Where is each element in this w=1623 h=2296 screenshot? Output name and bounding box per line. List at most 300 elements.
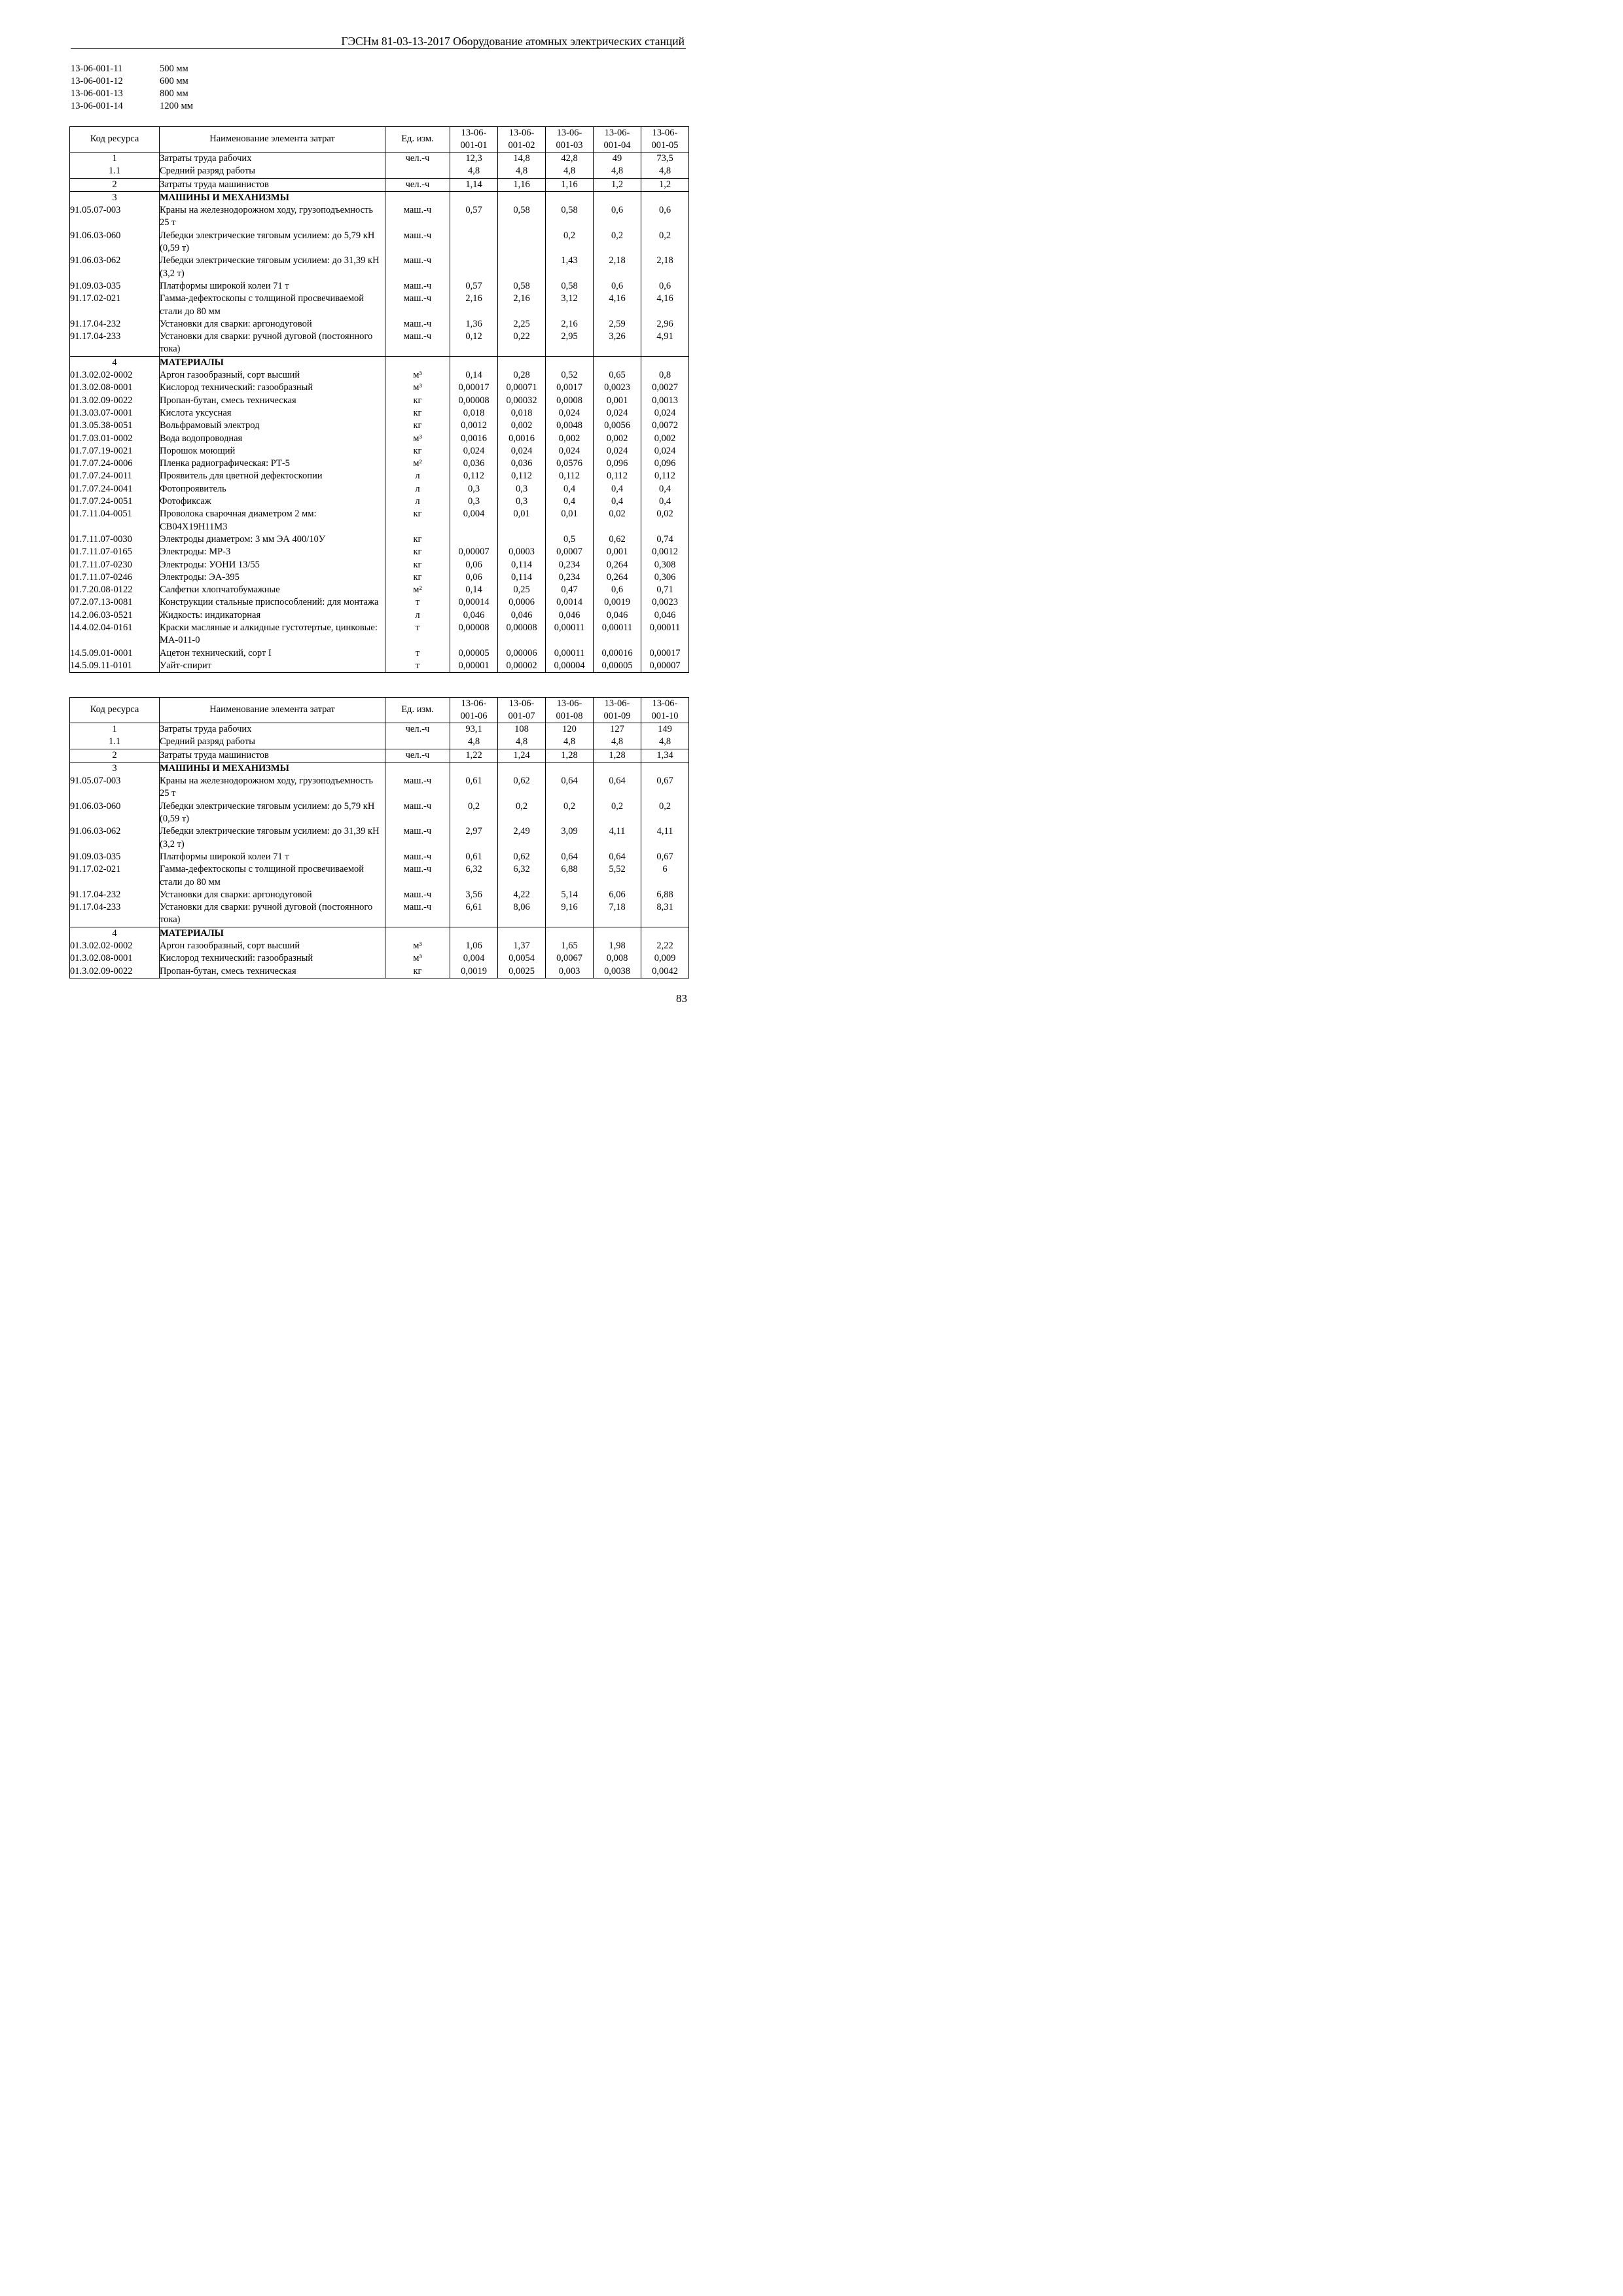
resource-value: 6,88 xyxy=(546,863,594,889)
resource-value: 0,001 xyxy=(594,395,641,407)
resource-value: 0,4 xyxy=(594,495,641,508)
resource-value: 4,16 xyxy=(594,293,641,318)
header-code: Код ресурса xyxy=(70,698,160,723)
resource-value: 0,2 xyxy=(594,800,641,826)
resource-value: 0,25 xyxy=(498,584,546,596)
resource-value: 1,37 xyxy=(498,940,546,952)
resource-value xyxy=(641,191,689,204)
table-row xyxy=(70,457,689,470)
resource-name: Вода водопроводная xyxy=(160,433,385,445)
resource-name: МАШИНЫ И МЕХАНИЗМЫ xyxy=(160,191,385,204)
resource-value: 0,002 xyxy=(594,433,641,445)
resource-value xyxy=(450,230,498,255)
resource-value: 6 xyxy=(641,863,689,889)
resource-value: 4,91 xyxy=(641,331,689,356)
resource-value xyxy=(450,533,498,546)
variant-item xyxy=(71,75,193,88)
resource-value: 0,0012 xyxy=(641,546,689,558)
resource-value: 0,57 xyxy=(450,204,498,230)
resource-value: 120 xyxy=(546,723,594,736)
resource-value: 0,01 xyxy=(498,508,546,533)
table-row xyxy=(70,395,689,407)
resource-value: 0,008 xyxy=(594,952,641,965)
resource-unit: м³ xyxy=(385,952,450,965)
resource-value: 0,8 xyxy=(641,369,689,382)
resource-code: 4 xyxy=(70,927,160,940)
resource-value: 0,06 xyxy=(450,571,498,584)
resource-code: 01.3.02.02-0002 xyxy=(70,940,160,952)
resource-unit: маш.-ч xyxy=(385,293,450,318)
resource-unit: кг xyxy=(385,965,450,978)
resource-value: 127 xyxy=(594,723,641,736)
table-row xyxy=(70,356,689,369)
resource-value: 0,046 xyxy=(641,609,689,622)
resource-value: 1,16 xyxy=(498,178,546,191)
resource-unit: л xyxy=(385,609,450,622)
resource-value: 4,8 xyxy=(546,165,594,178)
resource-name: Фотопроявитель xyxy=(160,483,385,495)
resource-value: 0,00004 xyxy=(546,660,594,673)
resource-unit: м² xyxy=(385,457,450,470)
header-variant-column: 13-06- 001-08 xyxy=(546,698,594,723)
resource-code: 01.7.07.19-0021 xyxy=(70,445,160,457)
resource-value: 0,009 xyxy=(641,952,689,965)
resource-value: 0,6 xyxy=(594,204,641,230)
resource-value: 1,34 xyxy=(641,749,689,762)
resource-value: 0,47 xyxy=(546,584,594,596)
resource-value: 0,112 xyxy=(641,470,689,482)
resource-value: 0,024 xyxy=(498,445,546,457)
resource-value: 0,0012 xyxy=(450,420,498,432)
resource-value xyxy=(641,762,689,775)
resource-value: 2,96 xyxy=(641,318,689,331)
table-row xyxy=(70,318,689,331)
resource-value: 1,43 xyxy=(546,255,594,280)
resource-value: 0,0013 xyxy=(641,395,689,407)
resource-name: Гамма-дефектоскопы с толщиной просвечиваемой стали до 80 мм xyxy=(160,863,385,889)
resource-value: 1,2 xyxy=(641,178,689,191)
table-row xyxy=(70,178,689,191)
table-row xyxy=(70,165,689,178)
resource-unit xyxy=(385,356,450,369)
resource-value: 6,32 xyxy=(450,863,498,889)
resource-value: 0,65 xyxy=(594,369,641,382)
resource-code: 1 xyxy=(70,723,160,736)
resource-value: 0,00032 xyxy=(498,395,546,407)
resource-value xyxy=(450,927,498,940)
resource-value: 0,046 xyxy=(546,609,594,622)
resource-name: Вольфрамовый электрод xyxy=(160,420,385,432)
table-row xyxy=(70,749,689,762)
resource-value xyxy=(498,927,546,940)
resource-value xyxy=(594,927,641,940)
variant-label: 800 мм xyxy=(160,88,188,99)
resource-code: 01.3.02.08-0001 xyxy=(70,382,160,394)
table-row xyxy=(70,825,689,851)
header-unit: Ед. изм. xyxy=(385,698,450,723)
resource-value xyxy=(498,230,546,255)
resource-value: 0,0048 xyxy=(546,420,594,432)
resource-unit: т xyxy=(385,660,450,673)
resource-value: 0,002 xyxy=(498,420,546,432)
table-row xyxy=(70,280,689,293)
resource-unit: кг xyxy=(385,546,450,558)
resource-value: 2,18 xyxy=(641,255,689,280)
resource-name: Установки для сварки: аргонодуговой xyxy=(160,318,385,331)
resource-value: 0,00011 xyxy=(594,622,641,647)
variant-code: 13-06-001-13 xyxy=(71,88,123,99)
resource-code: 4 xyxy=(70,356,160,369)
resource-name: Электроды: УОНИ 13/55 xyxy=(160,559,385,571)
resource-value: 1,65 xyxy=(546,940,594,952)
resource-value: 0,0025 xyxy=(498,965,546,978)
resource-code: 91.17.04-233 xyxy=(70,901,160,927)
table-row xyxy=(70,255,689,280)
resource-value: 3,09 xyxy=(546,825,594,851)
resource-value: 0,74 xyxy=(641,533,689,546)
table-row xyxy=(70,736,689,749)
resource-value: 2,16 xyxy=(546,318,594,331)
resource-value: 4,8 xyxy=(450,165,498,178)
resource-value: 2,22 xyxy=(641,940,689,952)
resource-value: 0,046 xyxy=(450,609,498,622)
resource-value: 1,22 xyxy=(450,749,498,762)
resource-value: 0,0067 xyxy=(546,952,594,965)
resource-unit: маш.-ч xyxy=(385,255,450,280)
table-row xyxy=(70,533,689,546)
resource-unit: маш.-ч xyxy=(385,901,450,927)
table-row xyxy=(70,901,689,927)
table-row xyxy=(70,647,689,660)
resource-value: 0,024 xyxy=(594,445,641,457)
resource-value xyxy=(594,356,641,369)
resource-code: 01.3.05.38-0051 xyxy=(70,420,160,432)
resource-value: 0,024 xyxy=(641,445,689,457)
resource-unit: л xyxy=(385,470,450,482)
resource-value: 0,002 xyxy=(546,433,594,445)
document-title: ГЭСНм 81-03-13-2017 Оборудование атомных электрических станций xyxy=(341,35,685,48)
resource-unit: м³ xyxy=(385,940,450,952)
resource-value: 149 xyxy=(641,723,689,736)
resource-value: 4,8 xyxy=(498,165,546,178)
resource-unit: кг xyxy=(385,508,450,533)
resource-value: 0,6 xyxy=(641,280,689,293)
resource-value: 3,56 xyxy=(450,889,498,901)
resource-value xyxy=(546,762,594,775)
resource-value: 6,32 xyxy=(498,863,546,889)
resource-unit: л xyxy=(385,495,450,508)
resource-value: 0,2 xyxy=(546,800,594,826)
resource-value: 8,31 xyxy=(641,901,689,927)
resource-value: 0,02 xyxy=(641,508,689,533)
resource-value xyxy=(498,762,546,775)
resource-code: 91.05.07-003 xyxy=(70,775,160,800)
resource-value: 0,3 xyxy=(498,483,546,495)
resource-value: 0,096 xyxy=(641,457,689,470)
resource-code: 3 xyxy=(70,191,160,204)
resource-value xyxy=(498,356,546,369)
resource-unit xyxy=(385,191,450,204)
resource-unit: кг xyxy=(385,533,450,546)
table-row xyxy=(70,965,689,978)
resource-value xyxy=(546,356,594,369)
resource-value: 14,8 xyxy=(498,152,546,166)
resource-unit: м³ xyxy=(385,382,450,394)
resource-value: 0,00011 xyxy=(641,622,689,647)
resource-name: Затраты труда рабочих xyxy=(160,152,385,166)
resource-name: Затраты труда машинистов xyxy=(160,178,385,191)
resource-value: 4,8 xyxy=(641,165,689,178)
table-row xyxy=(70,191,689,204)
variant-code: 13-06-001-14 xyxy=(71,101,123,111)
resource-unit: маш.-ч xyxy=(385,331,450,356)
table-row xyxy=(70,762,689,775)
table-row xyxy=(70,495,689,508)
resource-value: 0,02 xyxy=(594,508,641,533)
resource-unit: т xyxy=(385,596,450,609)
resource-value: 2,16 xyxy=(498,293,546,318)
variant-code: 13-06-001-11 xyxy=(71,63,123,74)
resource-code: 14.2.06.03-0521 xyxy=(70,609,160,622)
resource-value: 4,8 xyxy=(594,736,641,749)
resource-value: 4,8 xyxy=(594,165,641,178)
resource-unit: чел.-ч xyxy=(385,152,450,166)
resource-value: 0,0054 xyxy=(498,952,546,965)
table-row xyxy=(70,800,689,826)
resource-value: 0,0006 xyxy=(498,596,546,609)
resource-name: Пропан-бутан, смесь техническая xyxy=(160,395,385,407)
resource-value: 7,18 xyxy=(594,901,641,927)
header-variant-column: 13-06- 001-02 xyxy=(498,127,546,152)
resource-name: Платформы широкой колеи 71 т xyxy=(160,280,385,293)
resource-value: 0,0003 xyxy=(498,546,546,558)
resource-unit: маш.-ч xyxy=(385,775,450,800)
resource-unit: м³ xyxy=(385,369,450,382)
table-row xyxy=(70,470,689,482)
resource-value: 2,25 xyxy=(498,318,546,331)
table-row xyxy=(70,152,689,166)
table-row xyxy=(70,546,689,558)
resource-code: 01.3.03.07-0001 xyxy=(70,407,160,420)
resource-unit: маш.-ч xyxy=(385,863,450,889)
resource-value: 0,58 xyxy=(498,204,546,230)
resource-value: 0,2 xyxy=(450,800,498,826)
resource-value: 0,112 xyxy=(594,470,641,482)
variant-label: 1200 мм xyxy=(160,101,193,111)
resource-value: 0,67 xyxy=(641,851,689,863)
resource-value: 0,0007 xyxy=(546,546,594,558)
resource-value: 0,64 xyxy=(594,775,641,800)
table-row xyxy=(70,596,689,609)
table-row xyxy=(70,230,689,255)
resource-value: 42,8 xyxy=(546,152,594,166)
resource-value: 0,00002 xyxy=(498,660,546,673)
resource-code: 91.17.04-232 xyxy=(70,318,160,331)
resource-code: 01.7.11.07-0230 xyxy=(70,559,160,571)
resource-value: 5,52 xyxy=(594,863,641,889)
resource-value: 4,22 xyxy=(498,889,546,901)
table-row xyxy=(70,331,689,356)
resource-unit: маш.-ч xyxy=(385,280,450,293)
resource-value xyxy=(594,191,641,204)
resource-name: Ацетон технический, сорт I xyxy=(160,647,385,660)
resource-code: 91.06.03-062 xyxy=(70,255,160,280)
resource-value: 0,3 xyxy=(450,495,498,508)
variant-label: 500 мм xyxy=(160,63,188,74)
resource-unit: чел.-ч xyxy=(385,723,450,736)
resource-code: 2 xyxy=(70,178,160,191)
resource-value: 0,00006 xyxy=(498,647,546,660)
header-variant-column: 13-06- 001-09 xyxy=(594,698,641,723)
resource-unit: кг xyxy=(385,571,450,584)
resource-code: 1.1 xyxy=(70,165,160,178)
resource-value: 0,6 xyxy=(594,280,641,293)
resource-value: 0,112 xyxy=(546,470,594,482)
resource-value: 1,24 xyxy=(498,749,546,762)
resource-value xyxy=(498,255,546,280)
resource-code: 1 xyxy=(70,152,160,166)
resource-value: 0,61 xyxy=(450,775,498,800)
resource-value: 0,3 xyxy=(498,495,546,508)
header-code: Код ресурса xyxy=(70,127,160,152)
resource-value: 0,036 xyxy=(450,457,498,470)
table-row xyxy=(70,584,689,596)
resource-name: Электроды: ЭА-395 xyxy=(160,571,385,584)
resource-value: 0,024 xyxy=(450,445,498,457)
resource-value: 0,2 xyxy=(641,230,689,255)
resource-value xyxy=(498,533,546,546)
resource-value: 1,28 xyxy=(546,749,594,762)
resource-value: 0,0019 xyxy=(594,596,641,609)
resource-unit xyxy=(385,736,450,749)
resource-value: 0,14 xyxy=(450,369,498,382)
resource-value: 3,26 xyxy=(594,331,641,356)
resource-code: 91.06.03-060 xyxy=(70,230,160,255)
resource-unit: кг xyxy=(385,407,450,420)
resource-unit: т xyxy=(385,622,450,647)
header-variant-column: 13-06- 001-04 xyxy=(594,127,641,152)
resource-code: 91.05.07-003 xyxy=(70,204,160,230)
resource-value: 0,264 xyxy=(594,559,641,571)
resource-name: Порошок моющий xyxy=(160,445,385,457)
resource-value: 4,16 xyxy=(641,293,689,318)
resource-value: 0,00008 xyxy=(498,622,546,647)
resource-name: Пропан-бутан, смесь техническая xyxy=(160,965,385,978)
resource-value: 0,114 xyxy=(498,571,546,584)
resource-value: 0,234 xyxy=(546,571,594,584)
resource-unit: маш.-ч xyxy=(385,800,450,826)
resource-name: Платформы широкой колеи 71 т xyxy=(160,851,385,863)
resource-value: 0,22 xyxy=(498,331,546,356)
resource-value: 0,0023 xyxy=(594,382,641,394)
resource-value: 0,57 xyxy=(450,280,498,293)
resource-value: 0,00017 xyxy=(450,382,498,394)
resource-value: 0,2 xyxy=(641,800,689,826)
resource-value: 0,71 xyxy=(641,584,689,596)
resource-value xyxy=(641,927,689,940)
table-row xyxy=(70,382,689,394)
resource-value: 0,3 xyxy=(450,483,498,495)
resource-unit: маш.-ч xyxy=(385,825,450,851)
resource-name: Лебедки электрические тяговым усилием: до 31,39 кН (3,2 т) xyxy=(160,825,385,851)
resource-code: 01.7.07.24-0006 xyxy=(70,457,160,470)
resource-value: 0,14 xyxy=(450,584,498,596)
resource-value: 0,0027 xyxy=(641,382,689,394)
resource-code: 91.09.03-035 xyxy=(70,280,160,293)
resource-value: 0,61 xyxy=(450,851,498,863)
resource-name: Аргон газообразный, сорт высший xyxy=(160,369,385,382)
resource-value: 0,0017 xyxy=(546,382,594,394)
resource-value: 0,018 xyxy=(498,407,546,420)
resource-value xyxy=(546,927,594,940)
resource-unit: м² xyxy=(385,584,450,596)
resource-unit: т xyxy=(385,647,450,660)
table-row xyxy=(70,420,689,432)
resource-value: 0,308 xyxy=(641,559,689,571)
table-row xyxy=(70,445,689,457)
resource-value: 0,0014 xyxy=(546,596,594,609)
resource-value: 0,06 xyxy=(450,559,498,571)
table-row xyxy=(70,433,689,445)
resource-value: 0,001 xyxy=(594,546,641,558)
resource-value: 0,00005 xyxy=(450,647,498,660)
resource-unit: л xyxy=(385,483,450,495)
table-row xyxy=(70,609,689,622)
resource-value: 0,2 xyxy=(546,230,594,255)
resource-unit: маш.-ч xyxy=(385,318,450,331)
resource-value: 1,36 xyxy=(450,318,498,331)
resource-value: 4,8 xyxy=(641,736,689,749)
resource-value: 0,004 xyxy=(450,952,498,965)
resource-value: 0,306 xyxy=(641,571,689,584)
resource-value: 0,046 xyxy=(498,609,546,622)
resource-value: 0,58 xyxy=(498,280,546,293)
resource-value: 0,01 xyxy=(546,508,594,533)
resource-code: 91.17.02-021 xyxy=(70,863,160,889)
resource-unit xyxy=(385,927,450,940)
resource-value: 4,8 xyxy=(498,736,546,749)
resource-value: 9,16 xyxy=(546,901,594,927)
resource-value: 0,003 xyxy=(546,965,594,978)
resource-name: Салфетки хлопчатобумажные xyxy=(160,584,385,596)
resource-unit: маш.-ч xyxy=(385,204,450,230)
resource-code: 91.06.03-060 xyxy=(70,800,160,826)
resource-unit: кг xyxy=(385,559,450,571)
resource-value: 0,00008 xyxy=(450,622,498,647)
resource-value: 0,4 xyxy=(641,495,689,508)
resource-value: 0,0016 xyxy=(450,433,498,445)
resource-value: 0,62 xyxy=(498,775,546,800)
resource-name: МАТЕРИАЛЫ xyxy=(160,927,385,940)
resource-value xyxy=(450,255,498,280)
resource-unit: маш.-ч xyxy=(385,889,450,901)
resource-value: 1,98 xyxy=(594,940,641,952)
resource-value: 1,28 xyxy=(594,749,641,762)
resource-value: 0,00016 xyxy=(594,647,641,660)
resource-unit: кг xyxy=(385,420,450,432)
table-row xyxy=(70,622,689,647)
resource-value: 0,00011 xyxy=(546,622,594,647)
resource-value: 2,59 xyxy=(594,318,641,331)
resource-name: Средний разряд работы xyxy=(160,736,385,749)
resource-name: Уайт-спирит xyxy=(160,660,385,673)
resource-value: 0,0576 xyxy=(546,457,594,470)
resource-code: 14.5.09.01-0001 xyxy=(70,647,160,660)
resource-code: 01.7.11.07-0165 xyxy=(70,546,160,558)
resource-value: 6,06 xyxy=(594,889,641,901)
resource-code: 01.3.02.09-0022 xyxy=(70,395,160,407)
resource-unit: кг xyxy=(385,445,450,457)
